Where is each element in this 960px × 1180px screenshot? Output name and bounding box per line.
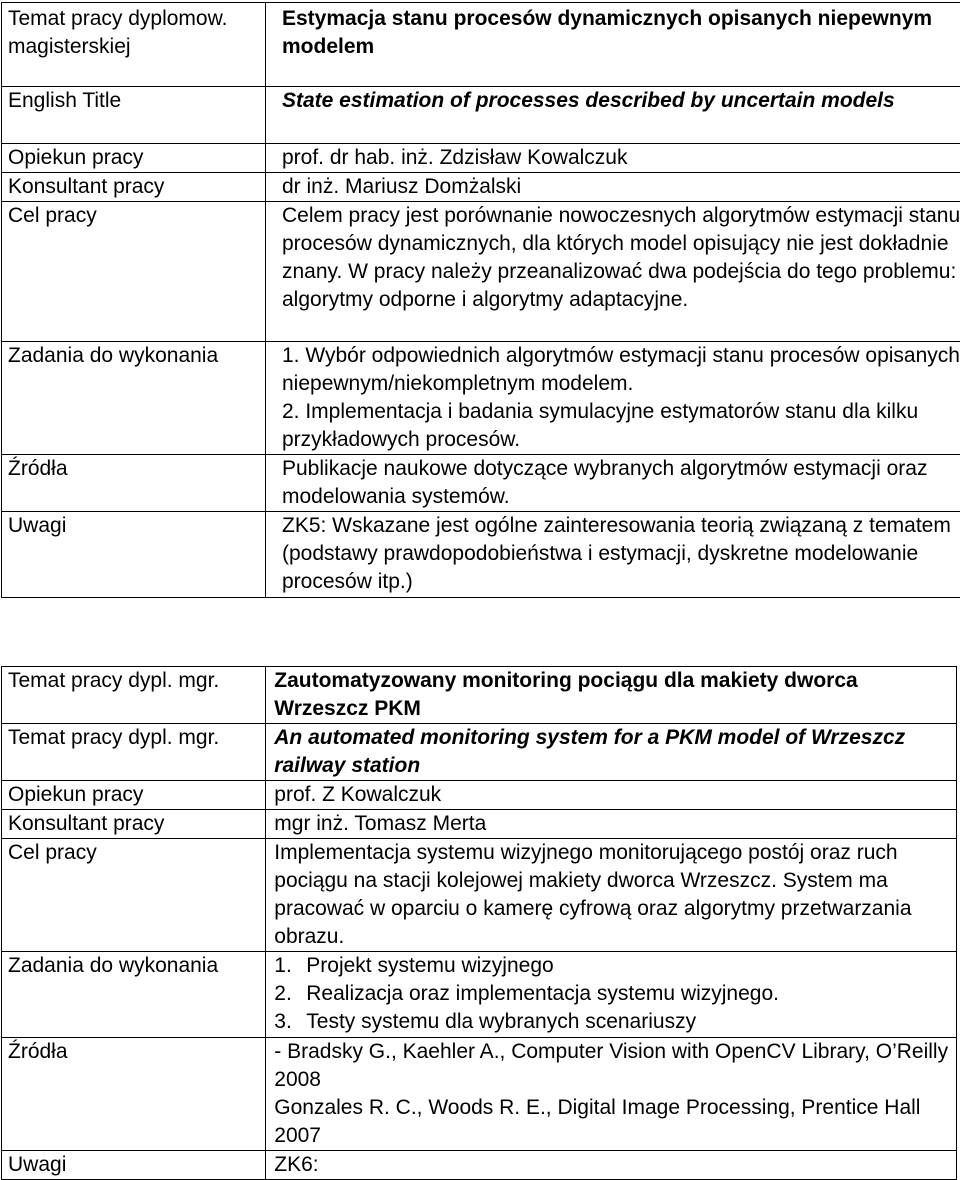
table-row xyxy=(2,781,957,810)
table-row xyxy=(2,202,960,342)
list-item xyxy=(274,980,956,1008)
list-text: Realizacja oraz implementacja systemu wizyjnego. xyxy=(306,982,779,1005)
row-label: English Title xyxy=(2,87,266,144)
thesis-goal: Implementacja systemu wizyjnego monitorującego postój oraz ruch pociągu na stacji kolejowej makiety dworca Wrzeszcz. System ma pracować w oparciu o kamerę cyfrową oraz algorytmy przetwarzania obrazu. xyxy=(266,839,957,952)
list-item xyxy=(274,952,956,980)
list-item: Gonzales R. C., Woods R. E., Digital Image Processing, Prentice Hall 2007 xyxy=(274,1094,956,1150)
table-row xyxy=(2,1151,957,1180)
row-label: Źródła xyxy=(2,455,266,512)
table-row xyxy=(2,724,957,781)
tasks-list xyxy=(266,952,957,1038)
supervisor: prof. Z Kowalczuk xyxy=(266,781,957,810)
sources: Publikacje naukowe dotyczące wybranych algorytmów estymacji oraz modelowania systemów. xyxy=(266,455,960,512)
row-label: Temat pracy dypl. mgr. xyxy=(2,667,266,724)
table-row xyxy=(2,952,957,1038)
table-row xyxy=(2,144,960,173)
row-label: Temat pracy dyplomow. magisterskiej xyxy=(2,3,266,87)
row-label: Opiekun pracy xyxy=(2,781,266,810)
table-row xyxy=(2,810,957,839)
table-row xyxy=(2,455,960,512)
row-label: Uwagi xyxy=(2,512,266,598)
list-text: Projekt systemu wizyjnego xyxy=(306,954,553,977)
list-number: 2. xyxy=(274,980,306,1008)
table-row xyxy=(2,3,960,87)
list-number: 1. xyxy=(274,952,306,980)
list-number: 3. xyxy=(274,1008,306,1036)
list-item: 1. Wybór odpowiednich algorytmów estymacji stanu procesów opisanych niepewnym/niekompletnym modelem. xyxy=(282,342,960,398)
sources xyxy=(266,1038,957,1151)
thesis-table-1 xyxy=(1,2,960,598)
list-text: Testy systemu dla wybranych scenariuszy xyxy=(306,1010,696,1033)
row-label: Konsultant pracy xyxy=(2,173,266,202)
row-label: Źródła xyxy=(2,1038,266,1151)
row-label: Cel pracy xyxy=(2,202,266,342)
table-row xyxy=(2,87,960,144)
row-label: Konsultant pracy xyxy=(2,810,266,839)
thesis-title-en: An automated monitoring system for a PKM model of Wrzeszcz railway station xyxy=(266,724,957,781)
table-row xyxy=(2,1038,957,1151)
list-item: - Bradsky G., Kaehler A., Computer Vision with OpenCV Library, O’Reilly 2008 xyxy=(274,1038,956,1094)
consultant: mgr inż. Tomasz Merta xyxy=(266,810,957,839)
row-label: Zadania do wykonania xyxy=(2,342,266,455)
row-label: Cel pracy xyxy=(2,839,266,952)
list-item: 2. Implementacja i badania symulacyjne estymatorów stanu dla kilku przykładowych procesów. xyxy=(282,398,960,454)
supervisor: prof. dr hab. inż. Zdzisław Kowalczuk xyxy=(266,144,960,173)
thesis-title-en: State estimation of processes described by uncertain models xyxy=(266,87,960,144)
table-row xyxy=(2,839,957,952)
thesis-table-2 xyxy=(1,666,957,1180)
row-label: Temat pracy dypl. mgr. xyxy=(2,724,266,781)
row-label: Uwagi xyxy=(2,1151,266,1180)
row-label: Zadania do wykonania xyxy=(2,952,266,1038)
thesis-title-pl: Estymacja stanu procesów dynamicznych opisanych niepewnym modelem xyxy=(266,3,960,87)
remarks: ZK5: Wskazane jest ogólne zainteresowania teorią związaną z tematem (podstawy prawdopodobieństwa i estymacji, dyskretne modelowanie procesów itp.) xyxy=(266,512,960,598)
list-item xyxy=(274,1008,956,1036)
remarks: ZK6: xyxy=(266,1151,957,1180)
thesis-title-pl: Zautomatyzowany monitoring pociągu dla makiety dworca Wrzeszcz PKM xyxy=(266,667,957,724)
thesis-goal: Celem pracy jest porównanie nowoczesnych algorytmów estymacji stanu procesów dynamicznych, dla których model opisujący nie jest dokładnie znany. W pracy należy przeanalizować dwa podejścia do tego problemu: algorytmy odporne i algorytmy adaptacyjne. xyxy=(266,202,960,342)
table-row xyxy=(2,342,960,455)
consultant: dr inż. Mariusz Domżalski xyxy=(266,173,960,202)
table-row xyxy=(2,173,960,202)
table-row xyxy=(2,667,957,724)
table-row xyxy=(2,512,960,598)
tasks-list xyxy=(266,342,960,455)
row-label: Opiekun pracy xyxy=(2,144,266,173)
